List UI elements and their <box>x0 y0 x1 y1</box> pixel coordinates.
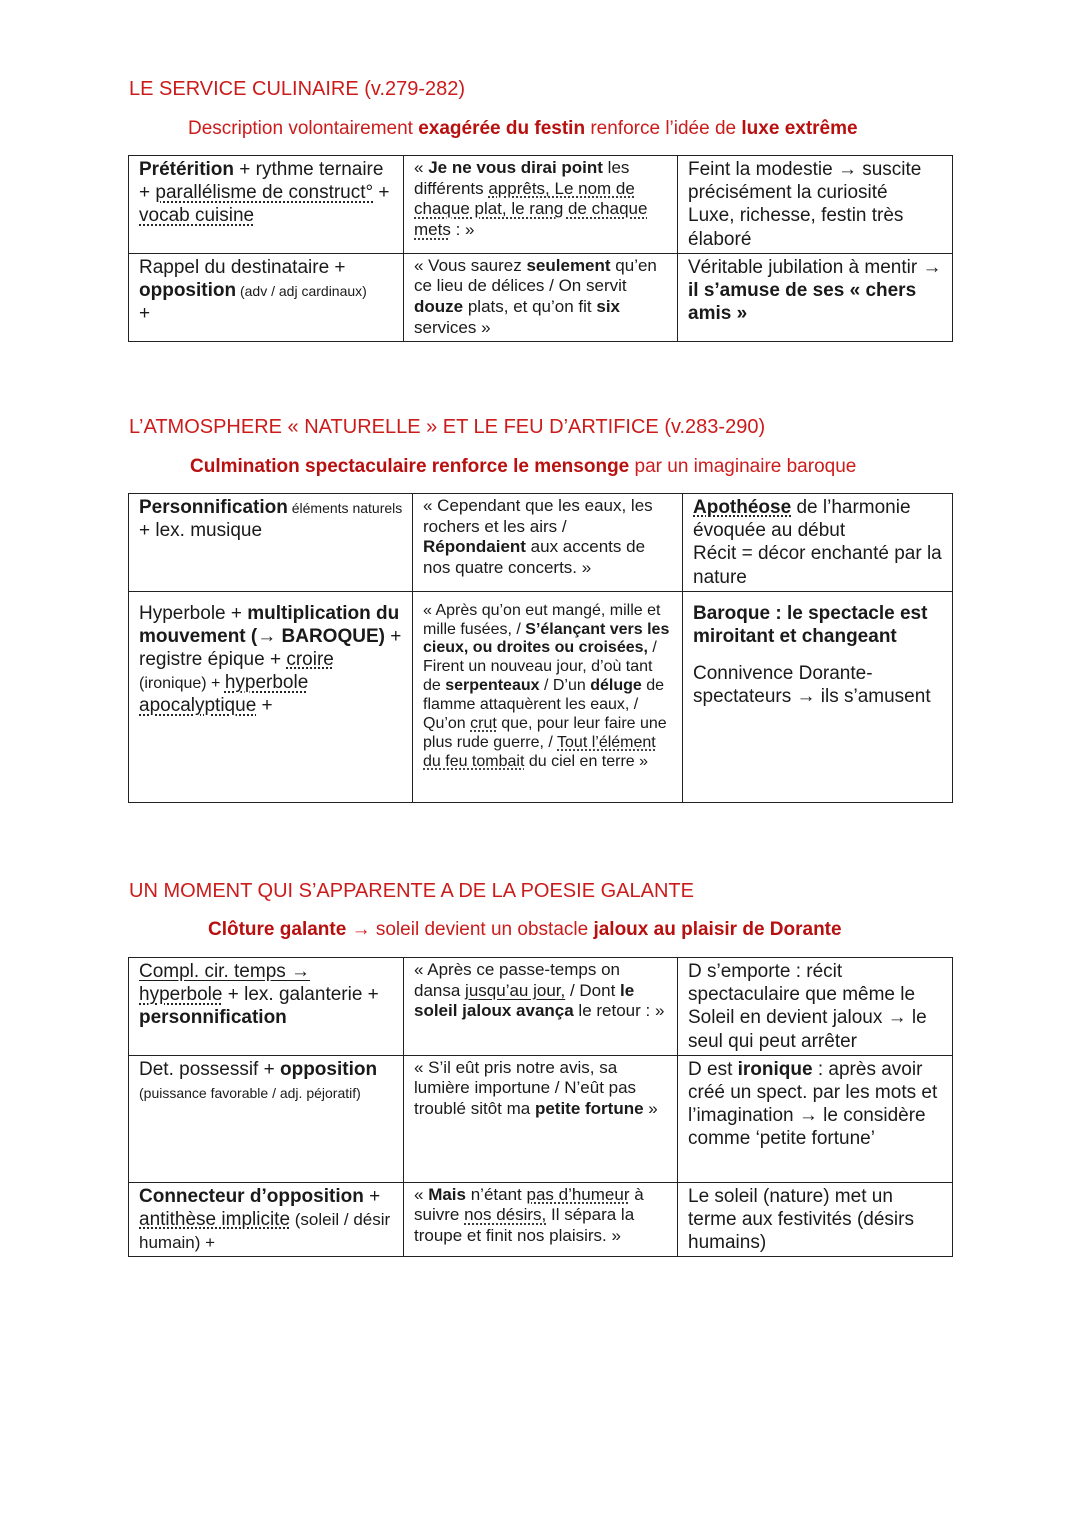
section-title-atmosphere: L’ATMOSPHERE « NATURELLE » ET LE FEU D’ARTIFICE (v.283-290) <box>129 416 766 438</box>
cell-underlined: hyperbole <box>139 984 223 1006</box>
cell-text: Det. possessif + <box>139 1058 280 1080</box>
cell-text: « <box>414 158 429 177</box>
cell-text: / D’un <box>539 677 591 695</box>
interpretation-cell <box>678 156 953 254</box>
cell-bold: ironique <box>737 1058 813 1080</box>
subtitle-bold: luxe extrême <box>741 118 858 139</box>
cell-text: « Après ce passe-temps on dansa <box>414 960 621 1000</box>
citation-cell <box>404 156 678 254</box>
cell-text: Il sépara la troupe et finit nos plaisirs. » <box>414 1205 635 1246</box>
cell-text: « Cependant que les eaux, les rochers et les airs / <box>423 496 653 536</box>
cell-underlined: croire <box>286 649 334 671</box>
cell-bold: le soleil jaloux avança <box>414 980 635 1021</box>
cell-bold: douze <box>414 297 464 317</box>
cell-bold: opposition <box>139 279 237 301</box>
section-subtitle <box>208 919 842 941</box>
interpretation-cell <box>678 253 953 341</box>
cell-bold: Baroque : le spectacle est miroitant et changeant <box>693 602 928 647</box>
cell-small: éléments naturels <box>287 500 403 516</box>
citation-cell <box>413 591 683 802</box>
cell-text: + <box>139 303 151 325</box>
cell-text: Le soleil (nature) met un terme aux festivités (désirs humains) <box>688 1185 914 1254</box>
cell-underlined: Compl. cir. temps → <box>139 961 311 982</box>
cell-text: Hyperbole + <box>139 602 248 624</box>
cell-text: Véritable jubilation à mentir <box>688 256 923 278</box>
section-subtitle <box>190 456 856 478</box>
cell-bold: S’élançant vers les cieux, ou droites ou croisées, <box>423 620 670 657</box>
analysis-table-2 <box>128 493 953 803</box>
cell-underlined: parallélisme de construct° <box>155 182 374 204</box>
interpretation-cell <box>678 958 953 1056</box>
subtitle-bold: jaloux au plaisir de Dorante <box>593 919 842 940</box>
cell-text: les différents <box>414 158 630 198</box>
cell-text: D est <box>688 1058 738 1080</box>
table-row <box>129 494 953 592</box>
cell-text: plats, et qu’on fit <box>463 297 597 317</box>
cell-small: (ironique) + <box>139 675 225 693</box>
cell-underlined: pas d’humeur <box>526 1184 630 1204</box>
cell-text: + lex. galanterie + <box>222 984 379 1006</box>
cell-text: : » <box>450 220 475 240</box>
subtitle-text: Description volontairement <box>188 118 419 139</box>
cell-small: (adv / adj cardinaux) <box>236 282 367 299</box>
cell-underlined: antithèse implicite <box>139 1208 291 1230</box>
subtitle-text: → soleil devient un obstacle <box>346 919 594 940</box>
cell-bold: Mais <box>428 1184 466 1204</box>
cell-bold: Connecteur d’opposition <box>139 1185 364 1207</box>
cell-text: + registre épique + <box>139 625 402 671</box>
cell-bold: petite fortune <box>534 1099 644 1119</box>
cell-text: + lex. musique <box>139 520 263 542</box>
cell-small: (puissance favorable / adj. péjoratif) <box>139 1084 361 1101</box>
cell-underlined: Tout l’élément du feu tombait <box>423 733 656 770</box>
cell-bold: Prétérition <box>139 159 235 180</box>
interpretation-cell <box>683 591 953 802</box>
procede-cell <box>129 1182 404 1257</box>
citation-cell <box>404 253 678 341</box>
cell-underlined: nos désirs, <box>464 1205 547 1225</box>
section-title-service-culinaire: LE SERVICE CULINAIRE (v.279-282) <box>129 78 466 100</box>
cell-text: du ciel en terre » <box>524 752 649 770</box>
procede-cell <box>129 494 413 592</box>
interpretation-cell <box>683 494 953 592</box>
subtitle-bold: Clôture galante <box>208 919 347 940</box>
cell-bold: opposition <box>279 1058 378 1080</box>
citation-cell <box>404 1055 678 1182</box>
cell-bold: → il s’amuse de ses « chers amis » <box>688 256 942 325</box>
cell-bold: serpenteaux <box>445 677 540 695</box>
cell-bold: six <box>596 297 620 317</box>
cell-text: « S’il eût pris notre avis, sa lumière importune / N’eût pas troublé sitôt ma <box>414 1057 637 1119</box>
citation-cell <box>404 1182 678 1257</box>
table-row <box>129 1055 953 1182</box>
cell-text: « <box>414 1184 429 1204</box>
cell-text: de flamme attaquèrent les eaux, / Qu’on <box>423 677 665 732</box>
cell-text: / Dont <box>565 980 621 1000</box>
procede-cell <box>129 1055 404 1182</box>
cell-text: services » <box>414 317 491 337</box>
section-title-poesie-galante: UN MOMENT QUI S’APPARENTE A DE LA POESIE GALANTE <box>129 880 694 902</box>
procede-cell <box>129 253 404 341</box>
cell-bold-underlined: Apothéose <box>693 497 792 518</box>
cell-text: Connivence Dorante-spectateurs → ils s’amusent <box>693 663 931 708</box>
interpretation-cell <box>678 1055 953 1182</box>
cell-bold: Je ne vous dirai point <box>428 158 603 177</box>
cell-text: + <box>363 1185 381 1207</box>
subtitle-bold: Culmination spectaculaire renforce le mensonge <box>190 456 630 477</box>
cell-text: « Après qu’on eut mangé, mille et mille fusées, / <box>423 601 661 638</box>
procede-cell <box>129 156 404 254</box>
cell-underlined: hyperbole apocalyptique <box>139 672 309 717</box>
cell-text: Rappel du destinataire + <box>139 256 346 278</box>
procede-cell <box>129 958 404 1056</box>
cell-underlined: crut <box>470 714 497 732</box>
cell-text: : après avoir créé un spect. par les mots et l’imagination → le considère comme ‘petite fortune’ <box>688 1058 938 1150</box>
table-row <box>129 591 953 802</box>
cell-text: que, pour leur faire une plus rude guerre, / <box>423 714 667 751</box>
cell-text: « Vous saurez <box>414 255 527 275</box>
cell-text: / Firent un nouveau jour, d’où tant de <box>423 639 657 695</box>
cell-text: Feint la modestie → suscite précisément la curiosité <box>688 159 922 204</box>
cell-text: de l’harmonie évoquée au début <box>693 497 911 542</box>
citation-cell <box>413 494 683 592</box>
analysis-table-1 <box>128 155 953 342</box>
cell-text: D s’emporte : récit spectaculaire que même le Soleil en devient jaloux → le seul qui peut arrêter <box>688 961 927 1052</box>
cell-small: (soleil / désir humain) + <box>139 1209 391 1253</box>
table-row <box>129 156 953 254</box>
subtitle-text: renforce l’idée de <box>585 118 742 139</box>
subtitle-text: par un imaginaire baroque <box>629 456 857 477</box>
interpretation-cell <box>678 1182 953 1257</box>
cell-underlined: vocab cuisine <box>139 205 255 227</box>
cell-text: à suivre <box>414 1184 644 1225</box>
cell-bold: Personnification <box>139 497 288 518</box>
cell-underlined: jusqu’au jour, <box>465 980 566 1000</box>
cell-text: + rythme ternaire + <box>139 159 384 204</box>
table-row <box>129 253 953 341</box>
table-row <box>129 958 953 1056</box>
cell-text: le retour : » <box>573 1001 665 1021</box>
procede-cell <box>129 591 413 802</box>
cell-text: » <box>643 1099 658 1119</box>
subtitle-bold: exagérée du festin <box>418 118 586 139</box>
cell-bold: déluge <box>590 677 642 695</box>
analysis-table-3 <box>128 957 953 1257</box>
cell-bold: personnification <box>139 1007 287 1029</box>
cell-text: Récit = décor enchanté par la nature <box>693 543 942 588</box>
cell-text: + <box>256 695 273 717</box>
cell-text: qu’en ce lieu de délices / On servit <box>414 255 657 296</box>
cell-bold: Répondaient <box>423 537 526 557</box>
cell-text: + <box>373 182 390 204</box>
table-row <box>129 1182 953 1257</box>
cell-bold: seulement <box>526 255 611 275</box>
citation-cell <box>404 958 678 1056</box>
cell-text: aux accents de nos quatre concerts. » <box>423 537 646 578</box>
section-subtitle <box>188 118 858 140</box>
cell-text: n’étant <box>465 1184 527 1204</box>
cell-bold: multiplication du mouvement (→ BAROQUE) <box>139 602 400 647</box>
cell-underlined: apprêts, Le nom de chaque plat, le rang de chaque mets <box>414 178 648 240</box>
cell-text: Luxe, richesse, festin très élaboré <box>688 205 904 250</box>
